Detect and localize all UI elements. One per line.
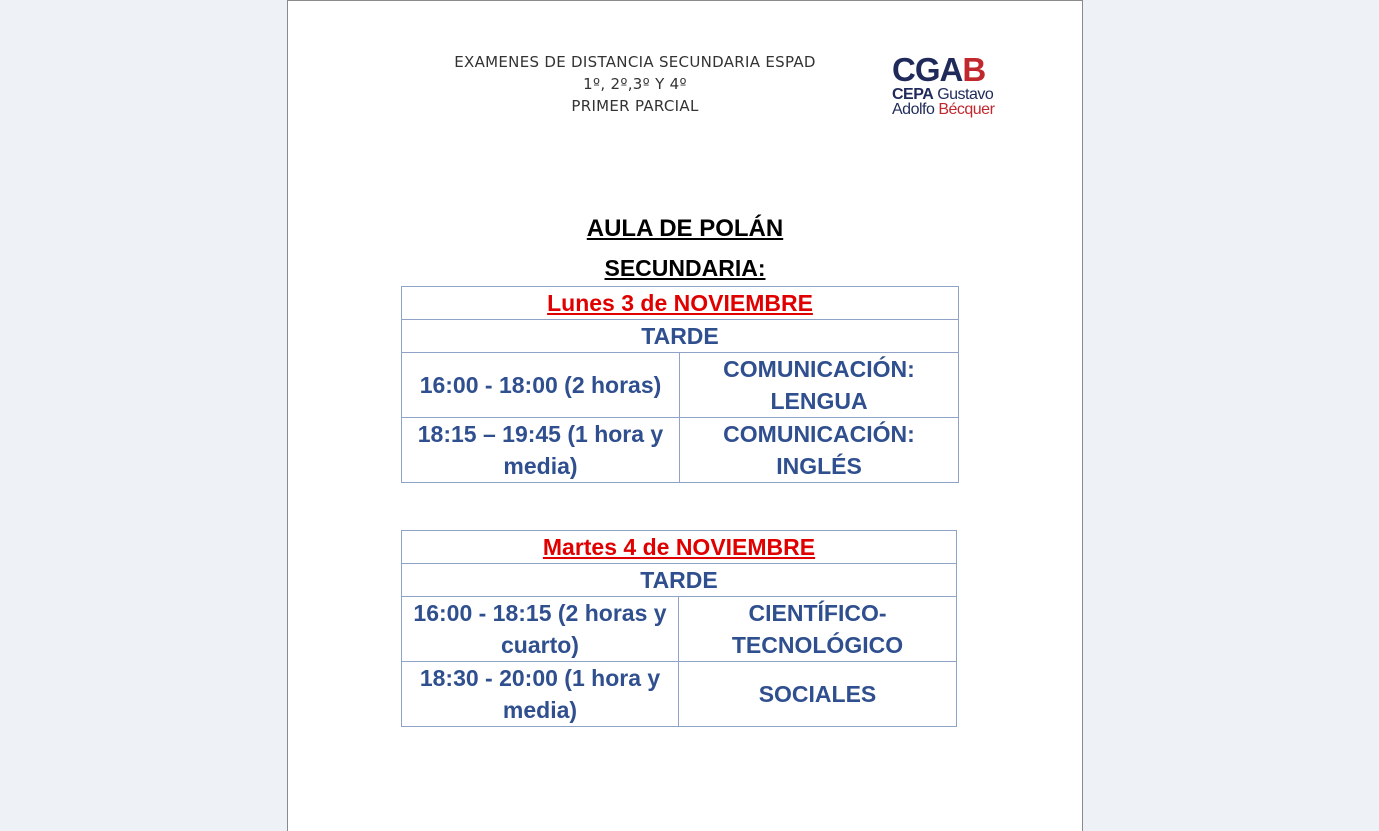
logo-subtitle-2 [892, 102, 1012, 117]
slot-subject: CIENTÍFICO-TECNOLÓGICO [679, 597, 957, 662]
table-row [402, 662, 957, 727]
table-row [402, 320, 959, 353]
header-line-2: 1º, 2º,3º Y 4º [583, 75, 687, 93]
table-row [402, 353, 959, 418]
document-header [418, 51, 852, 117]
slot-subject: SOCIALES [679, 662, 957, 727]
logo-sub2-b: Bécquer [938, 101, 995, 118]
session-part: TARDE [402, 320, 959, 353]
table-row [402, 597, 957, 662]
logo-wordmark [892, 53, 1012, 87]
schedule-table-tuesday [401, 530, 957, 727]
table-row [402, 564, 957, 597]
table-row [402, 287, 959, 320]
table-row [402, 418, 959, 483]
logo-wordmark-blue: CGA [892, 51, 963, 88]
slot-time: 18:15 – 19:45 (1 hora y media) [402, 418, 680, 483]
logo-sub-bold: CEPA [892, 86, 934, 103]
slot-subject: COMUNICACIÓN: INGLÉS [680, 418, 959, 483]
header-line-3: PRIMER PARCIAL [571, 97, 699, 115]
logo-sub-rest: Gustavo [933, 86, 994, 103]
slot-time: 16:00 - 18:15 (2 horas y cuarto) [402, 597, 679, 662]
logo-sub2-a: Adolfo [892, 101, 939, 118]
document-page [287, 0, 1083, 831]
cgab-logo [892, 53, 1012, 123]
day-heading: Martes 4 de NOVIEMBRE [402, 531, 957, 564]
session-part: TARDE [402, 564, 957, 597]
level-title: SECUNDARIA: [604, 255, 766, 281]
aula-title: AULA DE POLÁN [586, 215, 784, 242]
logo-subtitle-1 [892, 87, 1012, 102]
slot-subject: COMUNICACIÓN: LENGUA [680, 353, 959, 418]
table-row [402, 531, 957, 564]
header-line-1: EXAMENES DE DISTANCIA SECUNDARIA ESPAD [454, 53, 816, 71]
logo-wordmark-red: B [962, 51, 986, 88]
schedule-table-monday [401, 286, 959, 483]
slot-time: 16:00 - 18:00 (2 horas) [402, 353, 680, 418]
slot-time: 18:30 - 20:00 (1 hora y media) [402, 662, 679, 727]
day-heading: Lunes 3 de NOVIEMBRE [402, 287, 959, 320]
